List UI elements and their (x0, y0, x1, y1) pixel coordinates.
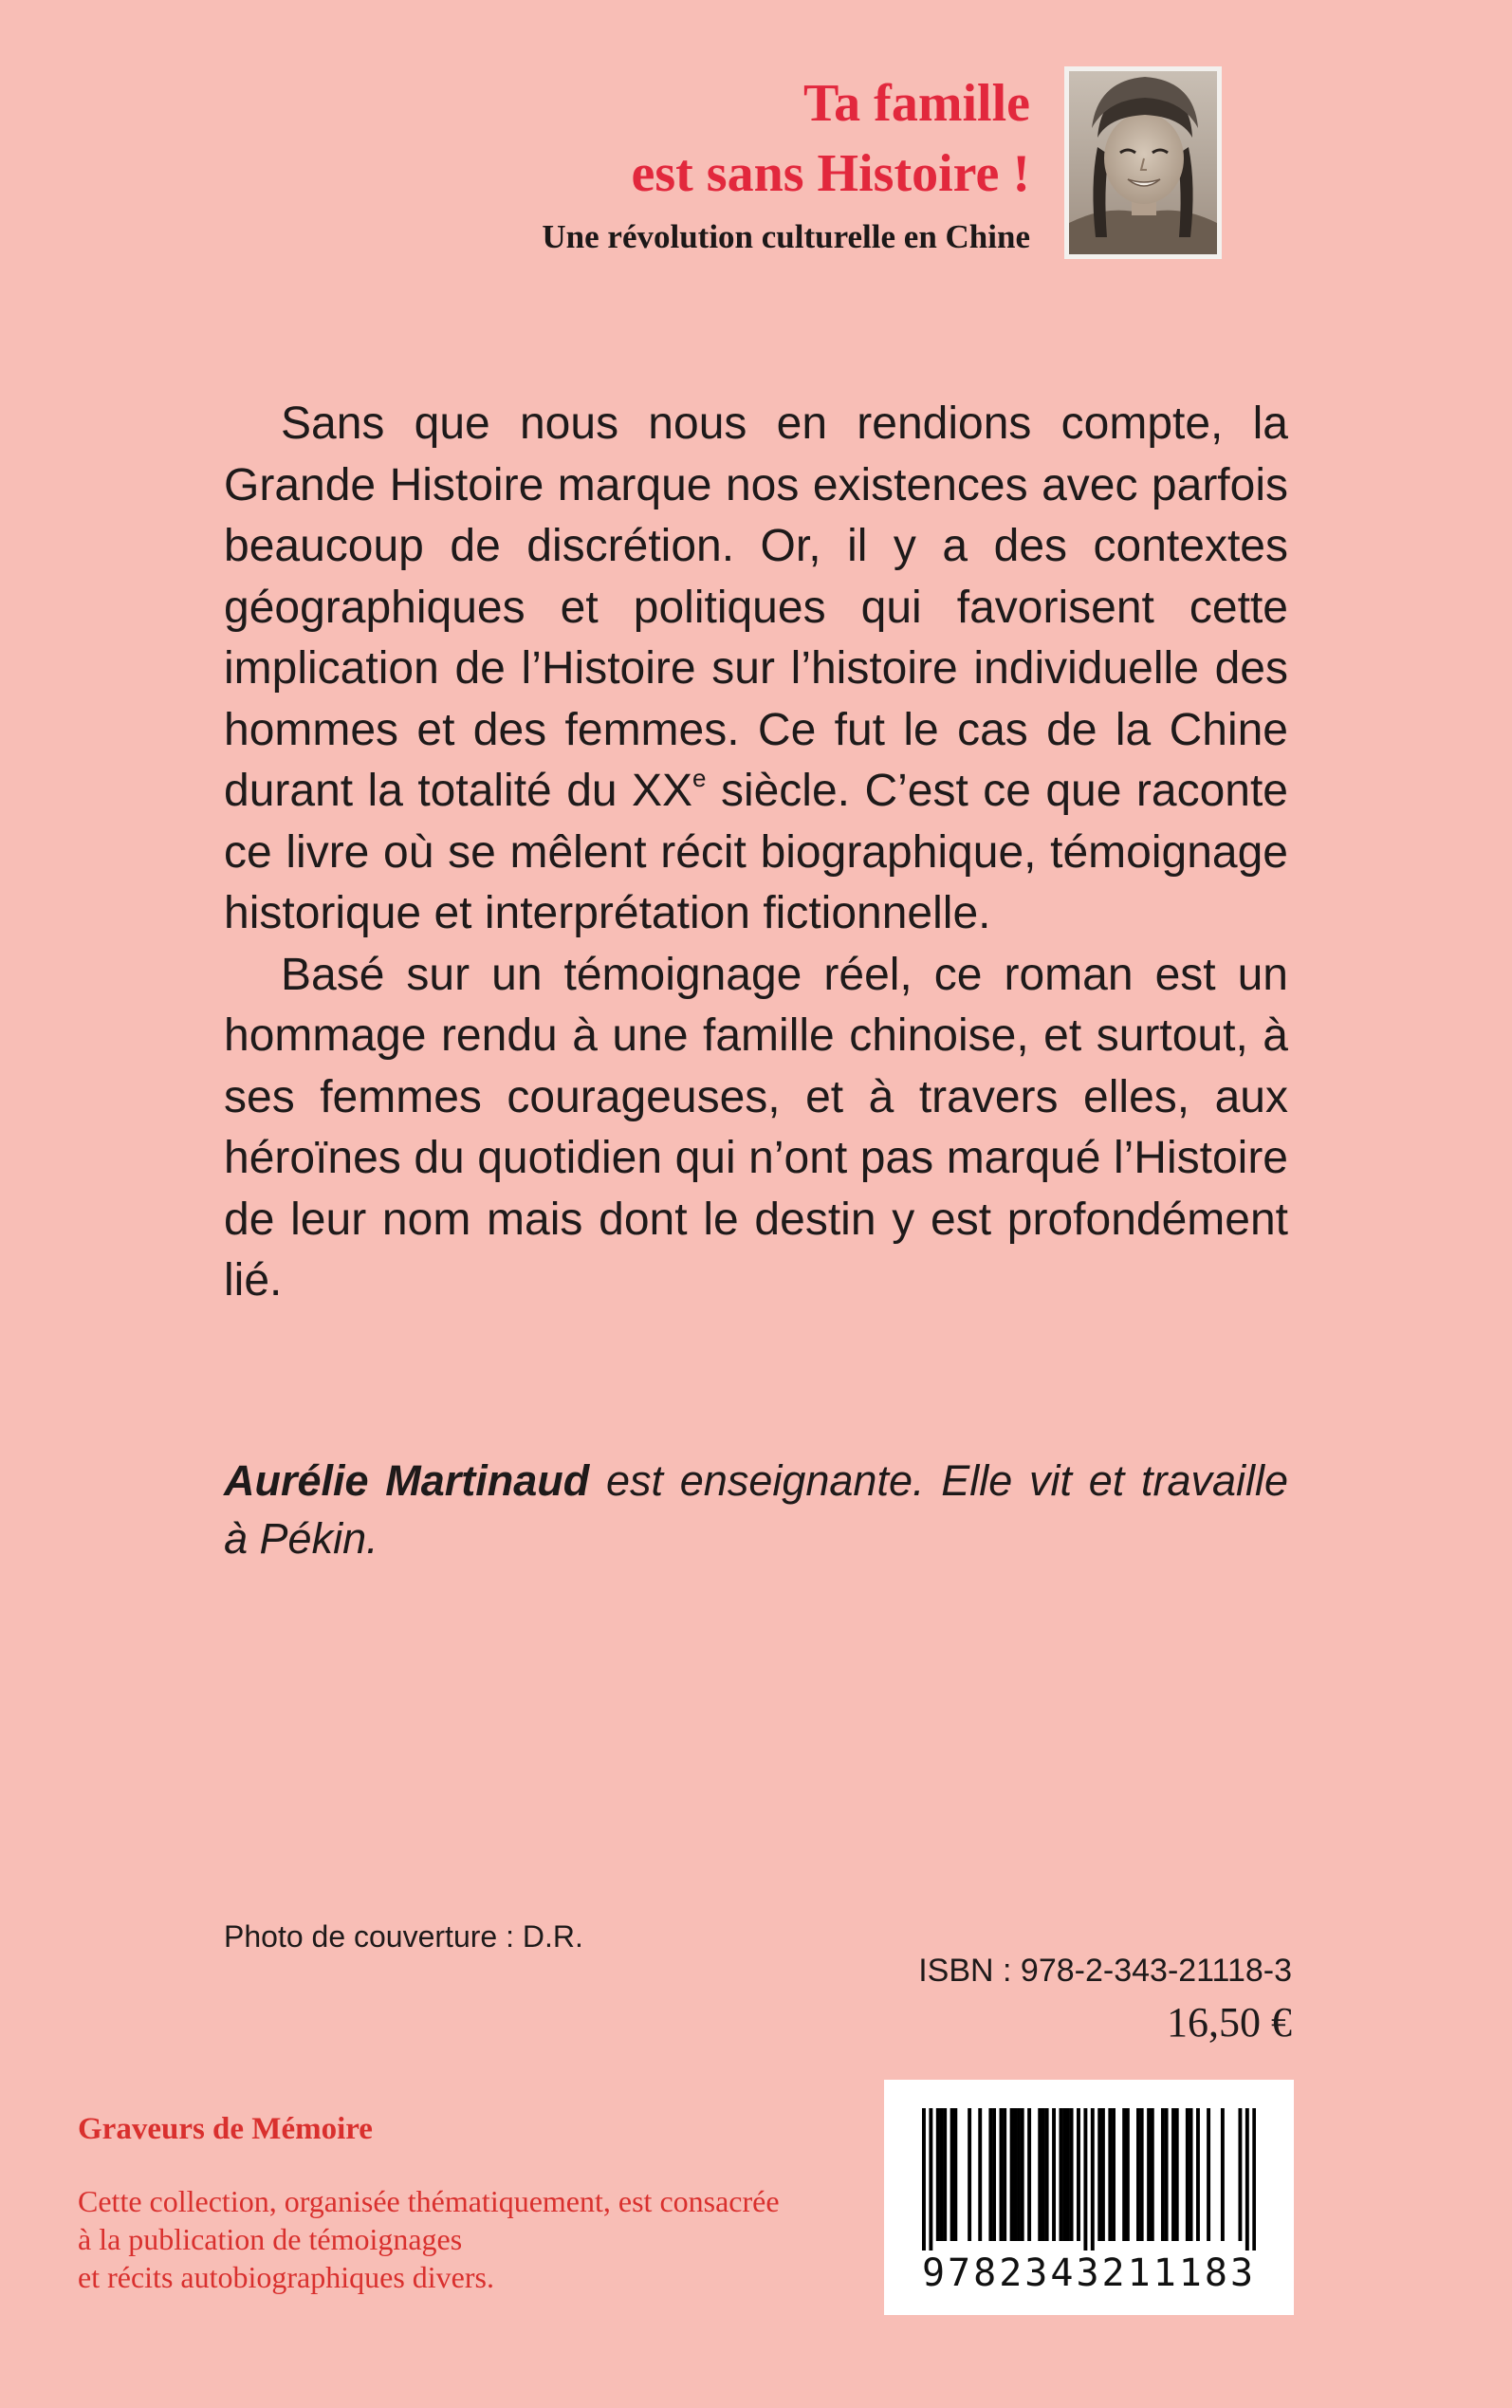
portrait-image (1069, 71, 1217, 254)
isbn: ISBN : 978-2-343-21118-3 (918, 1953, 1292, 1989)
barcode-bar (1165, 2108, 1169, 2241)
barcode-bar (922, 2108, 926, 2251)
author-description: est enseignante. Elle vit et travaille à Pékin. (224, 1456, 1289, 1563)
barcode-bar (1122, 2108, 1126, 2241)
barcode-number: 9782343211183 (921, 2251, 1257, 2295)
barcode-bar (1221, 2108, 1225, 2241)
barcode-bar (950, 2108, 954, 2241)
barcode-bar (1083, 2108, 1087, 2251)
barcode-bar (929, 2108, 932, 2251)
barcode-bar (988, 2108, 992, 2241)
back-cover-blurb (224, 394, 1288, 1312)
barcode (884, 2080, 1294, 2315)
title-block (542, 68, 1030, 258)
barcode-bar (1052, 2108, 1056, 2241)
barcode-bar (1013, 2108, 1017, 2241)
barcode-bar (1112, 2108, 1116, 2241)
barcode-bar (943, 2108, 947, 2241)
barcode-bar (1045, 2108, 1049, 2241)
barcode-bars (922, 2108, 1256, 2251)
collection-description (78, 2182, 799, 2296)
century-superscript: e (692, 764, 707, 792)
barcode-bar (1060, 2108, 1063, 2241)
barcode-bar (1000, 2108, 1004, 2241)
barcode-bar (1066, 2108, 1070, 2241)
book-title-line-1: Ta famille (802, 74, 1030, 133)
barcode-bar (1175, 2108, 1179, 2241)
barcode-bar (1238, 2108, 1242, 2241)
barcode-bar (1010, 2108, 1014, 2241)
photo-credit: Photo de couverture : D.R. (224, 1919, 583, 1954)
barcode-bar (1091, 2108, 1095, 2251)
blurb-paragraph-2: Basé sur un témoignage réel, ce roman est un hommage rendu à une famille chinoise, et surtout, à ses femmes courageuses, et à travers elles, aux héroïnes du quotidien qui n’ont pas marqué l’Histoire de leur nom mais dont le destin y est profondément lié. (224, 949, 1288, 1306)
barcode-bar (1108, 2108, 1112, 2241)
barcode-bar (1186, 2108, 1189, 2241)
cover-photo (1064, 66, 1222, 259)
barcode-bar (968, 2108, 971, 2241)
barcode-bar (1126, 2108, 1130, 2241)
barcode-bar (992, 2108, 996, 2241)
barcode-bar (1021, 2108, 1024, 2241)
barcode-bar (1027, 2108, 1031, 2241)
collection-name: Graveurs de Mémoire (78, 2112, 373, 2146)
barcode-bar (1101, 2108, 1105, 2241)
barcode-bar (1245, 2108, 1249, 2251)
barcode-bar (940, 2108, 944, 2241)
barcode-bar (1140, 2108, 1144, 2241)
barcode-bar (1196, 2108, 1200, 2241)
collection-description-line: Cette collection, organisée thématiquement, est consacrée (78, 2184, 780, 2218)
barcode-bar (1171, 2108, 1175, 2241)
barcode-bar (1189, 2108, 1193, 2241)
barcode-bar (1151, 2108, 1154, 2241)
barcode-bar (1077, 2108, 1080, 2241)
barcode-bar (1161, 2108, 1165, 2241)
collection-description-line: et récits autobiographiques divers. (78, 2260, 494, 2294)
barcode-bar (1062, 2108, 1066, 2241)
barcode-bar (953, 2108, 957, 2241)
barcode-bar (1042, 2108, 1045, 2241)
barcode-bar (1070, 2108, 1074, 2241)
barcode-bar (1097, 2108, 1101, 2241)
barcode-bar (1038, 2108, 1042, 2241)
barcode-bar (1252, 2108, 1256, 2251)
blurb-paragraph-1: Sans que nous nous en rendions compte, la Grande Histoire marque nos existences avec parfois beaucoup de discrétion. Or, il y a des contextes géographiques et politiques qui favorisent cette implication de l’Histoire sur l’histoire individuelle des hommes et des femmes. Ce fut le cas de la Chine durant la totalité du XXe siècle. C’est ce que raconte ce livre où se mêlent récit biographique, témoignage historique et interprétation fictionnelle. (224, 398, 1288, 938)
barcode-bar (1207, 2108, 1210, 2241)
book-subtitle: Une révolution culturelle en Chine (542, 218, 1030, 255)
author-name: Aurélie Martinaud (224, 1456, 590, 1505)
barcode-bar (936, 2108, 940, 2241)
collection-description-line: à la publication de témoignages (78, 2222, 463, 2256)
barcode-bar (1136, 2108, 1140, 2241)
author-bio (224, 1452, 1288, 1567)
book-title-line-2: est sans Histoire ! (631, 144, 1030, 203)
barcode-bar (1017, 2108, 1021, 2241)
barcode-bar (1147, 2108, 1151, 2241)
price: 16,50 € (1167, 1999, 1292, 2046)
barcode-bar (1003, 2108, 1006, 2241)
barcode-bar (978, 2108, 982, 2241)
